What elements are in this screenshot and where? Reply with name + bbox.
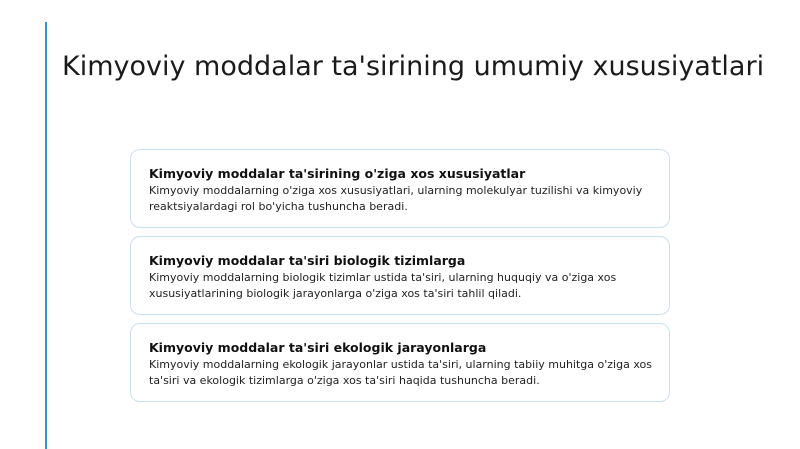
card-text: Kimyoviy moddalarning ekologik jarayonlar ustida ta'siri, ularning tabiiy muhitga o'ziga xos ta'siri va ekologik tizimlarga o'ziga xos ta'siri haqida tushuncha beradi. [149,358,652,387]
card-list [130,149,670,410]
card-ecological-processes [130,323,670,402]
card-title: Kimyoviy moddalar ta'siri biologik tizimlarga [149,253,466,268]
card-title: Kimyoviy moddalar ta'siri ekologik jarayonlarga [149,340,487,355]
page-title: Kimyoviy moddalar ta'sirining umumiy xususiyatlari [62,51,765,82]
card-chemical-properties [130,149,670,228]
accent-line [45,22,47,449]
card-text: Kimyoviy moddalarning biologik tizimlar ustida ta'siri, ularning huquqiy va o'ziga xos xususiyatlarining biologik jarayonlarga o'ziga xos ta'siri tahlil qiladi. [149,271,617,300]
card-biological-systems [130,236,670,315]
card-title: Kimyoviy moddalar ta'sirining o'ziga xos xususiyatlar [149,166,526,181]
card-text: Kimyoviy moddalarning o'ziga xos xususiyatlari, ularning molekulyar tuzilishi va kimyoviy reaktsiyalardagi rol bo'yicha tushuncha beradi. [149,184,643,213]
